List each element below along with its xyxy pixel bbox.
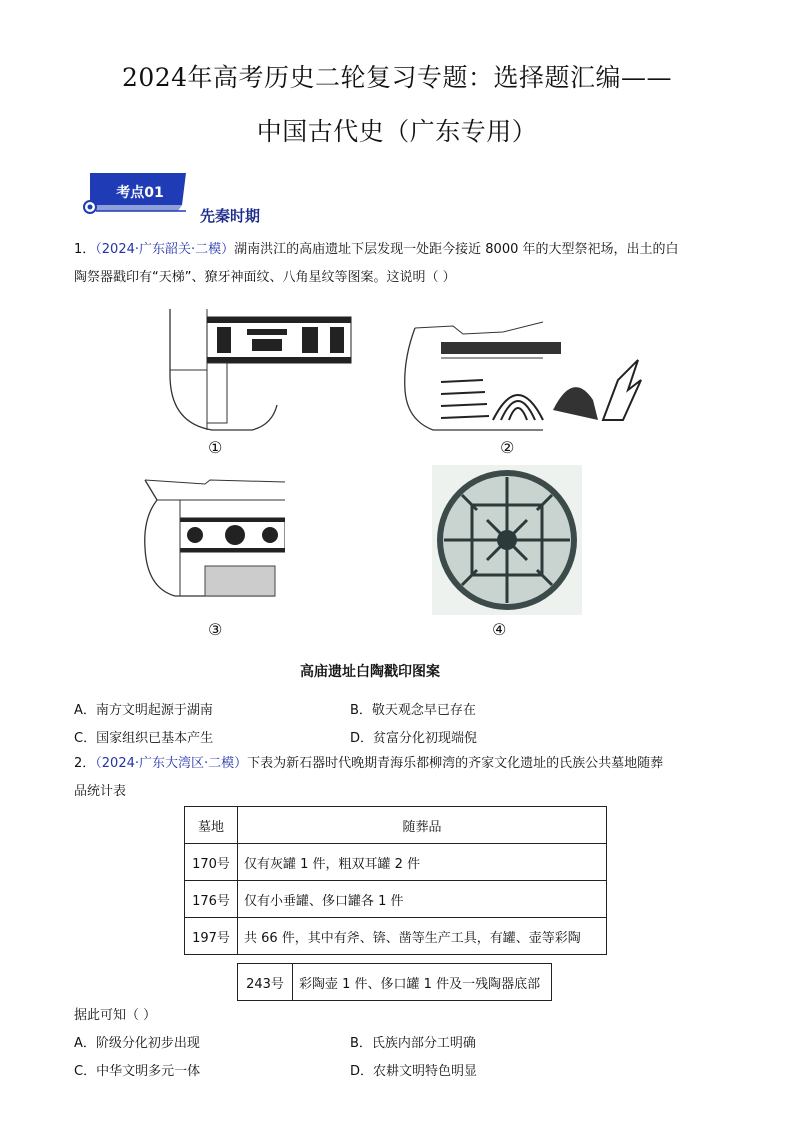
figure-label-4: ④ (492, 620, 507, 639)
table-cell: 176号 (185, 881, 238, 918)
table-cell: 197号 (185, 918, 238, 955)
pottery-figure-4 (432, 465, 582, 615)
figure-label-3: ③ (208, 620, 223, 639)
table-header-cell: 墓地 (185, 807, 238, 844)
q1-number: 1． (74, 242, 96, 257)
q2-number: 2． (74, 756, 96, 771)
q1-option-d[interactable]: D．贫富分化初现端倪 (350, 731, 478, 746)
q2-source: （2024·广东大湾区·二模） (95, 756, 248, 771)
pottery-figure-3 (135, 478, 285, 613)
table-row (238, 964, 552, 1001)
pottery-figure-1 (152, 305, 352, 440)
q1-stem-line2: 陶祭器戳印有“天梯”、獠牙神面纹、八角星纹等图案。这说明（ ） (74, 270, 456, 285)
page-title-line2: 中国古代史（广东专用） (256, 117, 538, 146)
table-row (185, 918, 607, 955)
table-cell: 仅有小垂罐、侈口罐各 1 件 (238, 881, 607, 918)
table-cell: 彩陶壶 1 件、侈口罐 1 件及一残陶器底部 (293, 964, 552, 1001)
q2-option-b[interactable]: B．氏族内部分工明确 (350, 1036, 476, 1051)
table-cell: 170号 (185, 844, 238, 881)
pottery-figure-2 (393, 320, 643, 440)
table-cell: 仅有灰罐 1 件，粗双耳罐 2 件 (238, 844, 607, 881)
q2-stem-line2: 品统计表 (74, 784, 127, 799)
q1-option-b[interactable]: B．敬天观念早已存在 (350, 703, 476, 718)
q2-prompt: 据此可知（ ） (74, 1008, 157, 1023)
figure-caption: 高庙遗址白陶戳印图案 (300, 664, 440, 680)
table-row (185, 881, 607, 918)
section-badge (82, 175, 186, 211)
table-header-row (185, 807, 607, 844)
table-cell: 243号 (238, 964, 293, 1001)
burial-table (184, 806, 607, 955)
q2-option-d[interactable]: D．农耕文明特色明显 (350, 1064, 478, 1079)
q2-option-a[interactable]: A．阶级分化初步出现 (74, 1036, 200, 1051)
page-title-line1: 2024年高考历史二轮复习专题：选择题汇编—— (121, 63, 673, 92)
section-title: 先秦时期 (200, 207, 261, 225)
q1-option-c[interactable]: C．国家组织已基本产生 (74, 731, 214, 746)
table-row (185, 844, 607, 881)
figure-label-1: ① (208, 438, 223, 457)
q1-option-a[interactable]: A．南方文明起源于湖南 (74, 703, 213, 718)
q1-stem-line1: 湖南洪江的高庙遗址下层发现一处距今接近 8000 年的大型祭祀场，出土的白 (234, 242, 679, 257)
q1-source: （2024·广东韶关·二模） (95, 242, 235, 257)
badge-label: 考点01 (116, 185, 164, 201)
table-header-cell: 随葬品 (238, 807, 607, 844)
q2-stem (74, 750, 724, 806)
q2-stem-line1: 下表为新石器时代晚期青海乐都柳湾的齐家文化遗址的氏族公共墓地随葬 (247, 756, 664, 771)
q2-option-c[interactable]: C．中华文明多元一体 (74, 1064, 201, 1079)
figure-label-2: ② (500, 438, 515, 457)
table-cell: 共 66 件，其中有斧、锛、凿等生产工具，有罐、壶等彩陶 (238, 918, 607, 955)
q1-stem (74, 236, 724, 292)
burial-table-last-row (237, 963, 552, 1001)
